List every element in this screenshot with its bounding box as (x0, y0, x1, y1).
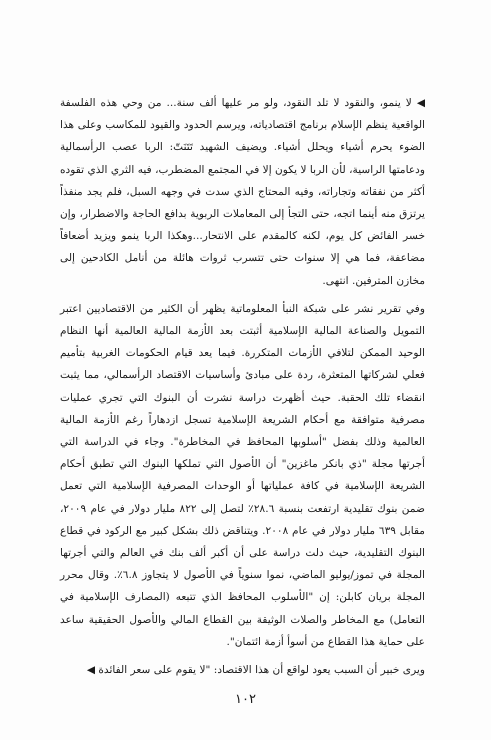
paragraph-continuation: ◀ لا ينمو، والنقود لا تلد النقود، ولو مر عليها ألف سنة... من وحي هذه الفلسفة الواقعية ينظم الإسلام برنامج اقتصادياته، ويرسم الحدود والقيود للمكاسب وعلى هذا الضوء يحرم أشياء ويحلل أشياء. ويضيف الشهيد تَتَنَتّ: الربا عصب الرأسمالية ودعامتها الراسية، لأن الربا لا يكون إلا في المجتمع المضطرب، فيه الثري الذي تقوده أكثر من نفقاته وتجاراته، وفيه المحتاج الذي سدت في وجهه السبل، فلم يجد منفذاً يرتزق منه أينما اتجه، حتى التجأ إلى المعاملات الربوية بدافع الحاجة والاضطرار، وإن خسر الفائض كل يوم، لكنه كالمقدم على الانتحار...وهكذا الربا ينمو ويزيد أضعافاً مضاعفة، فما هي إلا سنوات حتى تتسرب ثروات هائلة من أنامل الكادحين إلى مخازن المترفين. انتهى. (60, 97, 425, 287)
body-text (60, 92, 425, 681)
paragraph-report: وفي تقرير نشر على شبكة النبأ المعلوماتية يظهر أن الكثير من الاقتصاديين اعتبر التمويل والصناعة المالية الإسلامية أثبتت بعد الأزمة المالية العالمية أنها النظام الوحيد الممكن لتلافي الأزمات المتكررة. فيما يعد قيام الحكومات الغربية بتأميم فعلي لشركاتها المتعثرة، ردة على مبادئ وأساسيات الاقتصاد الرأسمالي، مما يثبت انقضاء تلك الحقبة. حيث أظهرت دراسة نشرت أن البنوك التي تجري عمليات مصرفية متوافقة مع أحكام الشريعة الإسلامية تسجل ازدهاراً رغم الأزمة المالية العالمية وذلك بفضل "أسلوبها المحافظ في المخاطرة". وجاء في الدراسة التي أجرتها مجلة "ذي بانكر ماغزين" أن الأصول التي تملكها البنوك التي تطبق أحكام الشريعة الإسلامية في كافة عملياتها أو الوحدات المصرفية الإسلامية التي تعمل ضمن بنوك تقليدية ارتفعت بنسبة ٢٨.٦٪ لتصل إلى ٨٢٢ مليار دولار في عام ٢٠٠٩، مقابل ٦٣٩ مليار دولار في عام ٢٠٠٨. ويتناقض ذلك بشكل كبير مع الركود في قطاع البنوك التقليدية، حيث دلت دراسة على أن أكبر ألف بنك في العالم والتي أجرتها المجلة في تموز/يوليو الماضي، نموا سنوياً في الأصول لا يتجاوز ٦.٨٪. وقال محرر المجلة بريان كابلن: إن "الأسلوب المحافظ الذي تتبعه (المصارف الإسلامية في التعامل) مع المخاطر والصلات الوثيقة بين القطاع المالي والأصول الحقيقية ساعد على حماية هذا القطاع من أسوأ أزمة ائتمان". (60, 302, 425, 648)
paragraph-expert: ويرى خبير أن السبب يعود لواقع أن هذا الاقتصاد: "لا يقوم على سعر الفائدة ◀ (86, 664, 425, 677)
page-number: ١٠٢ (235, 692, 256, 707)
